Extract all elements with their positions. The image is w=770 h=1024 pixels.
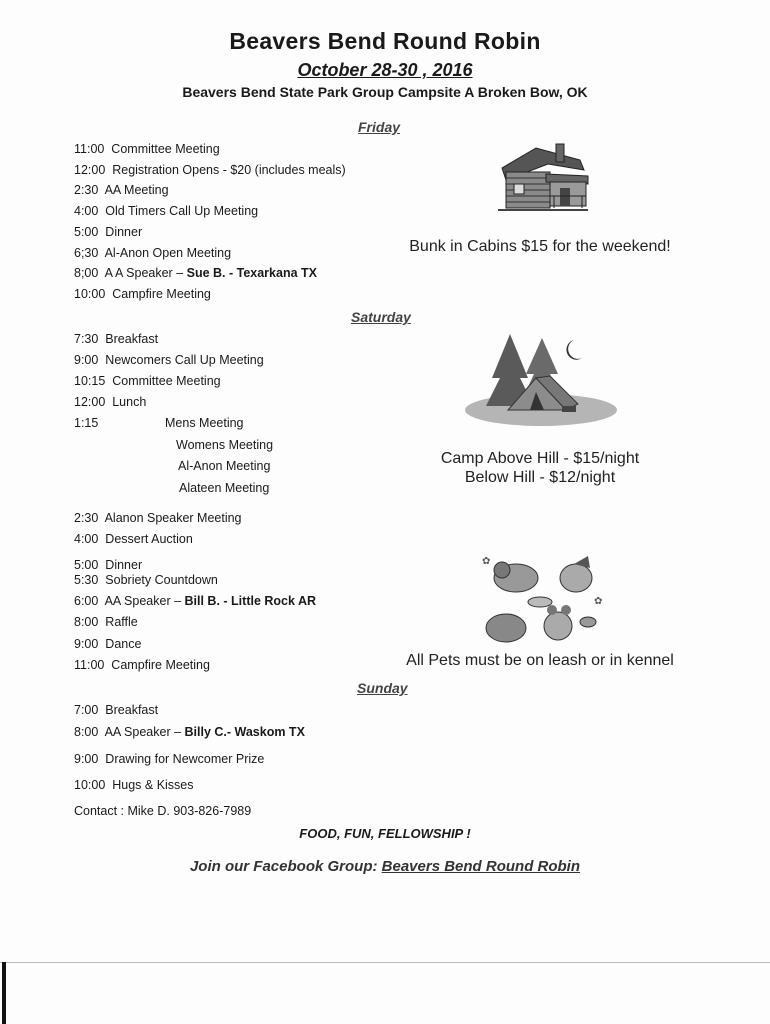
- schedule-time: 7:30: [74, 332, 99, 346]
- schedule-activity: AA Speaker –: [98, 725, 185, 739]
- schedule-item: [74, 246, 231, 260]
- breakout-meeting: Al-Anon Meeting: [178, 459, 271, 473]
- schedule-activity: Lunch: [105, 395, 147, 409]
- pets-note: All Pets must be on leash or in kennel: [406, 652, 674, 669]
- schedule-item: [74, 658, 210, 672]
- speaker-name: Bill B. - Little Rock AR: [184, 594, 317, 608]
- schedule-item: [74, 752, 264, 766]
- speaker-name: Billy C.- Waskom TX: [184, 725, 305, 739]
- facebook-line: [0, 858, 770, 875]
- schedule-time: 9:00: [74, 353, 99, 367]
- schedule-item: [74, 266, 317, 280]
- svg-text:✿: ✿: [482, 556, 491, 567]
- schedule-time: 4:00: [74, 532, 99, 546]
- schedule-activity: Dinner: [98, 225, 143, 239]
- flyer-title: Beavers Bend Round Robin: [229, 28, 541, 54]
- breakout-meeting: Womens Meeting: [176, 438, 274, 452]
- schedule-item: [74, 558, 142, 572]
- schedule-activity: Breakfast: [98, 332, 159, 346]
- schedule-time: 10:00: [74, 287, 106, 301]
- schedule-item: [74, 142, 220, 156]
- schedule-item: [74, 183, 169, 197]
- schedule-activity: Newcomers Call Up Meeting: [98, 353, 264, 367]
- schedule-time: 10:00: [74, 778, 106, 792]
- schedule-time: 12:00: [74, 163, 106, 177]
- schedule-time: 9:00: [74, 637, 99, 651]
- schedule-item: [74, 703, 158, 717]
- event-location: Beavers Bend State Park Group Campsite A Broken Bow, OK: [182, 84, 588, 100]
- schedule-time: 5:30: [74, 573, 99, 587]
- schedule-activity: AA Meeting: [98, 183, 169, 197]
- schedule-item: [74, 332, 158, 346]
- scan-edge-bar: [2, 962, 6, 1024]
- schedule-activity: Hugs & Kisses: [105, 778, 194, 792]
- schedule-activity: Campfire Meeting: [105, 287, 211, 301]
- schedule-activity: Dessert Auction: [98, 532, 193, 546]
- breakout-meeting: Mens Meeting: [165, 416, 244, 430]
- schedule-activity: Drawing for Newcomer Prize: [98, 752, 265, 766]
- schedule-item: [74, 225, 142, 239]
- schedule-item: [74, 637, 141, 651]
- schedule-time: 12:00: [74, 395, 106, 409]
- log-cabin-icon: [488, 140, 592, 214]
- schedule-activity: AA Speaker –: [98, 594, 185, 608]
- schedule-item: [74, 615, 138, 629]
- schedule-time: 2:30: [74, 183, 99, 197]
- friday-heading: Friday: [358, 119, 401, 135]
- schedule-time: 10:15: [74, 374, 106, 388]
- schedule-time: 7:00: [74, 703, 99, 717]
- schedule-time: 11:00: [74, 658, 105, 672]
- schedule-item: [74, 573, 218, 587]
- schedule-time: 9:00: [74, 752, 99, 766]
- facebook-prefix: Join our Facebook Group:: [189, 858, 382, 875]
- cabin-note: Bunk in Cabins $15 for the weekend!: [409, 238, 671, 255]
- schedule-time: 8:00: [74, 725, 99, 739]
- schedule-activity: Old Timers Call Up Meeting: [98, 204, 259, 218]
- schedule-activity: Committee Meeting: [105, 374, 221, 388]
- breakout-meeting: Alateen Meeting: [179, 481, 270, 495]
- schedule-time: 5:00: [74, 558, 99, 572]
- schedule-item: [74, 374, 221, 388]
- schedule-item: [74, 778, 194, 792]
- schedule-activity: A A Speaker –: [98, 266, 187, 280]
- schedule-item: [74, 594, 316, 608]
- schedule-item: [74, 511, 242, 525]
- schedule-item: [74, 725, 305, 739]
- schedule-time: 6;30: [74, 246, 99, 260]
- page-edge-line: [0, 962, 770, 963]
- pets-cartoon-icon: [478, 556, 608, 652]
- contact-line: Contact : Mike D. 903-826-7989: [74, 804, 252, 818]
- svg-text:✿: ✿: [594, 596, 603, 607]
- schedule-activity: Dinner: [98, 558, 143, 572]
- event-dates: October 28-30 , 2016: [297, 60, 473, 80]
- schedule-item: [74, 204, 258, 218]
- facebook-group-link[interactable]: Beavers Bend Round Robin: [381, 858, 581, 875]
- schedule-item: [74, 287, 211, 301]
- schedule-item: [74, 395, 146, 409]
- schedule-activity: Breakfast: [98, 703, 159, 717]
- schedule-activity: Campfire Meeting: [104, 658, 210, 672]
- camp-price-below: Below Hill - $12/night: [464, 469, 616, 486]
- schedule-activity: Alanon Speaker Meeting: [98, 511, 242, 525]
- schedule-item: [74, 532, 193, 546]
- sunday-heading: Sunday: [357, 680, 408, 696]
- schedule-activity: Sobriety Countdown: [98, 573, 218, 587]
- schedule-item: [74, 353, 264, 367]
- schedule-time: 8:00: [74, 615, 99, 629]
- schedule-activity: Al-Anon Open Meeting: [98, 246, 232, 260]
- schedule-time: 1:15: [74, 416, 99, 430]
- schedule-item: [74, 163, 346, 177]
- schedule-time: 11:00: [74, 142, 105, 156]
- schedule-activity: [98, 416, 105, 430]
- schedule-time: 2:30: [74, 511, 99, 525]
- schedule-time: 8;00: [74, 266, 99, 280]
- schedule-time: 5:00: [74, 225, 99, 239]
- camp-price-above: Camp Above Hill - $15/night: [440, 450, 640, 467]
- speaker-name: Sue B. - Texarkana TX: [186, 266, 317, 280]
- slogan: FOOD, FUN, FELLOWSHIP !: [299, 826, 471, 841]
- schedule-item: [74, 416, 105, 430]
- schedule-time: 6:00: [74, 594, 99, 608]
- schedule-activity: Committee Meeting: [104, 142, 220, 156]
- saturday-heading: Saturday: [351, 309, 411, 325]
- schedule-activity: Registration Opens - $20 (includes meals): [105, 163, 346, 177]
- schedule-time: 4:00: [74, 204, 99, 218]
- tent-camping-icon: [462, 328, 620, 430]
- schedule-activity: Dance: [98, 637, 142, 651]
- schedule-activity: Raffle: [98, 615, 138, 629]
